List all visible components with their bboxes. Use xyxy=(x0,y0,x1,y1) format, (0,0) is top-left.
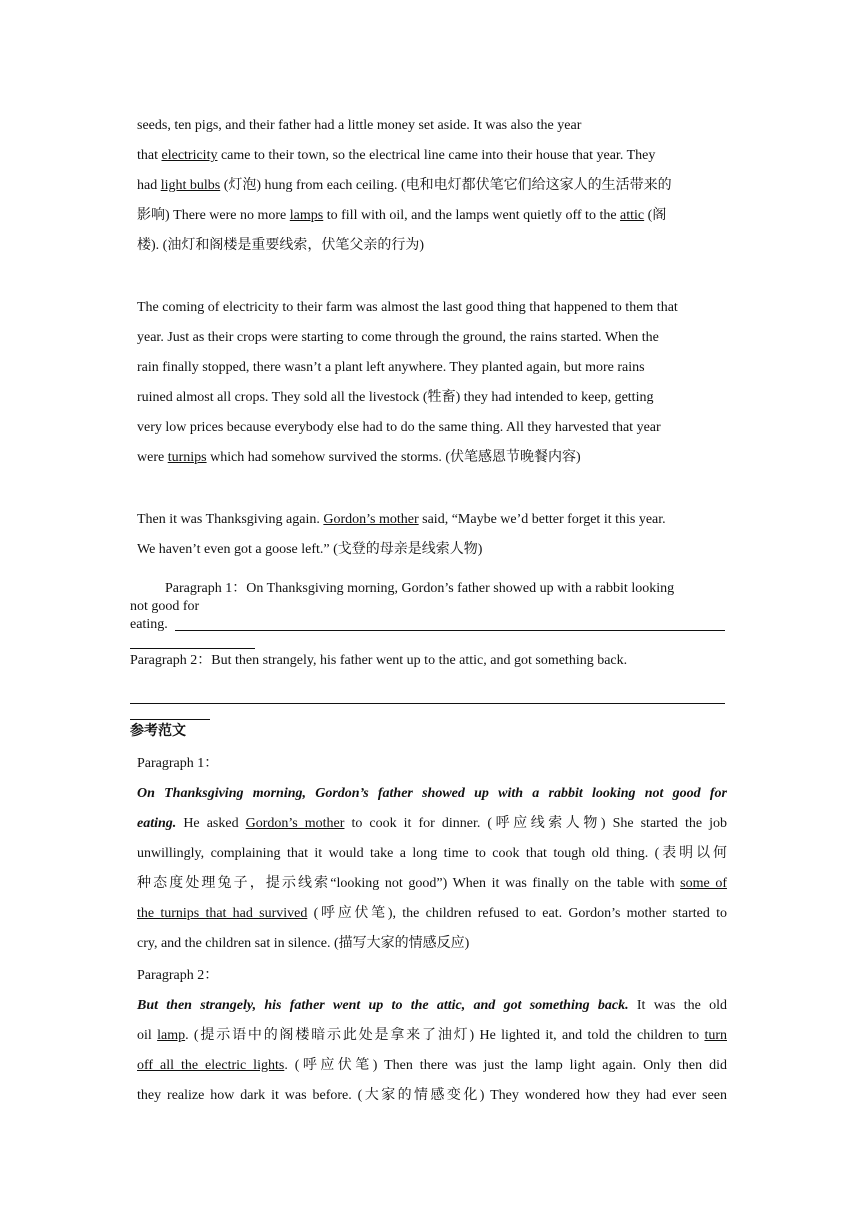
text-line xyxy=(137,1021,727,1051)
text-line xyxy=(137,171,727,201)
prompt-paragraph-2: Paragraph 2：But then strangely, his father went up to the attic, and got something back. xyxy=(130,653,628,668)
text-span: said, “Maybe we’d better forget it this year. xyxy=(418,512,666,527)
text-span: Then it was Thanksgiving again. xyxy=(137,512,324,527)
text-line: On Thanksgiving morning, Gordon’s father showed up with a rabbit looking not good for xyxy=(137,786,727,801)
text-line xyxy=(137,899,727,929)
underlined-clue: some of xyxy=(680,876,727,891)
text-span: He asked xyxy=(176,816,246,831)
story-paragraph-1 xyxy=(137,111,727,261)
text-span: to cook it for dinner. (呼应线索人物) She started the job xyxy=(344,816,728,831)
story-paragraph-2 xyxy=(137,293,727,473)
text-line xyxy=(137,809,727,839)
sample-paragraph-2 xyxy=(137,991,727,1111)
underlined-clue: off all the electric lights xyxy=(137,1058,285,1073)
text-span: came to their town, so the electrical line came into their house that year. They xyxy=(217,148,656,163)
prompt-paragraph-1-line2: not good for xyxy=(130,599,200,614)
answer-line[interactable] xyxy=(130,719,210,720)
text-span: It was the old xyxy=(628,998,727,1013)
text-line xyxy=(137,201,727,231)
text-span: that xyxy=(137,148,162,163)
underlined-clue: attic xyxy=(620,208,645,223)
text-line: rain finally stopped, there wasn’t a plant left anywhere. They planted again, but more rains xyxy=(137,360,645,375)
underlined-clue: Gordon’s mother xyxy=(323,512,419,527)
underlined-clue: electricity xyxy=(161,148,218,163)
story-paragraph-3 xyxy=(137,505,727,565)
text-span: (灯泡) hung from each ceiling. (电和电灯都伏笔它们给这家人的生活带来的 xyxy=(220,178,672,193)
text-span: (呼应伏笔), the children refused to eat. Gordon’s mother started to xyxy=(307,906,727,921)
text-line xyxy=(137,869,727,899)
text-span: . (提示语中的阁楼暗示此处是拿来了油灯) He lighted it, and told the children to xyxy=(185,1028,705,1043)
answer-line[interactable] xyxy=(175,630,725,631)
text-line: cry, and the children sat in silence. (描写大家的情感反应) xyxy=(137,936,470,951)
text-span: 种态度处理兔子，提示线索“looking not good”) When it was finally on the table with xyxy=(137,876,681,891)
text-line: 楼). (油灯和阁楼是重要线索，伏笔父亲的行为) xyxy=(137,238,424,253)
sample-paragraph-2-label: Paragraph 2： xyxy=(137,968,219,983)
text-line: seeds, ten pigs, and their father had a little money set aside. It was also the year xyxy=(137,118,582,133)
text-span: . (呼应伏笔) Then there was just the lamp light again. Only then did xyxy=(284,1058,727,1073)
underlined-clue: light bulbs xyxy=(160,178,221,193)
text-line: We haven’t even got a goose left.” (戈登的母亲是线索人物) xyxy=(137,542,483,557)
text-span: But then strangely, his father went up to the attic, and got something back. xyxy=(137,998,629,1013)
prompt-paragraph-1-line1: Paragraph 1：On Thanksgiving morning, Gordon’s father showed up with a rabbit looking xyxy=(165,581,675,596)
text-span: which had somehow survived the storms. (伏笔感恩节晚餐内容) xyxy=(206,450,581,465)
text-span: to fill with oil, and the lamps went quietly off to the xyxy=(323,208,621,223)
text-span: (阁 xyxy=(644,208,667,223)
answer-line[interactable] xyxy=(130,648,255,649)
text-line: they realize how dark it was before. (大家的情感变化) They wondered how they had ever seen xyxy=(137,1088,727,1103)
text-line: unwillingly, complaining that it would take a long time to cook that tough old thing. (表明以何 xyxy=(137,846,727,861)
text-span: had xyxy=(137,178,161,193)
text-line xyxy=(137,1051,727,1081)
text-span: eating. xyxy=(137,816,177,831)
underlined-clue: turnips xyxy=(167,450,207,465)
text-line: very low prices because everybody else had to do the same thing. All they harvested that year xyxy=(137,420,661,435)
text-line: year. Just as their crops were starting to come through the ground, the rains started. When the xyxy=(137,330,659,345)
text-line xyxy=(137,141,727,171)
text-line: ruined almost all crops. They sold all the livestock (牲畜) they had intended to keep, getting xyxy=(137,390,654,405)
underlined-clue: the turnips that had survived xyxy=(137,906,308,921)
sample-paragraph-1 xyxy=(137,779,727,959)
text-line xyxy=(137,443,727,473)
text-span: 影响) There were no more xyxy=(137,208,290,223)
underlined-clue: lamp xyxy=(157,1028,186,1043)
sample-paragraph-1-label: Paragraph 1： xyxy=(137,756,219,771)
underlined-clue: lamps xyxy=(289,208,324,223)
text-line: The coming of electricity to their farm was almost the last good thing that happened to them that xyxy=(137,300,678,315)
text-span: oil xyxy=(137,1028,158,1043)
underlined-clue: Gordon’s mother xyxy=(245,816,345,831)
text-span: were xyxy=(137,450,168,465)
text-line xyxy=(137,991,727,1021)
prompt-paragraph-1-line3: eating. xyxy=(130,617,168,632)
answer-line[interactable] xyxy=(130,703,725,704)
text-line xyxy=(137,505,727,535)
sample-heading: 参考范文 xyxy=(130,724,186,739)
underlined-clue: turn xyxy=(704,1028,727,1043)
